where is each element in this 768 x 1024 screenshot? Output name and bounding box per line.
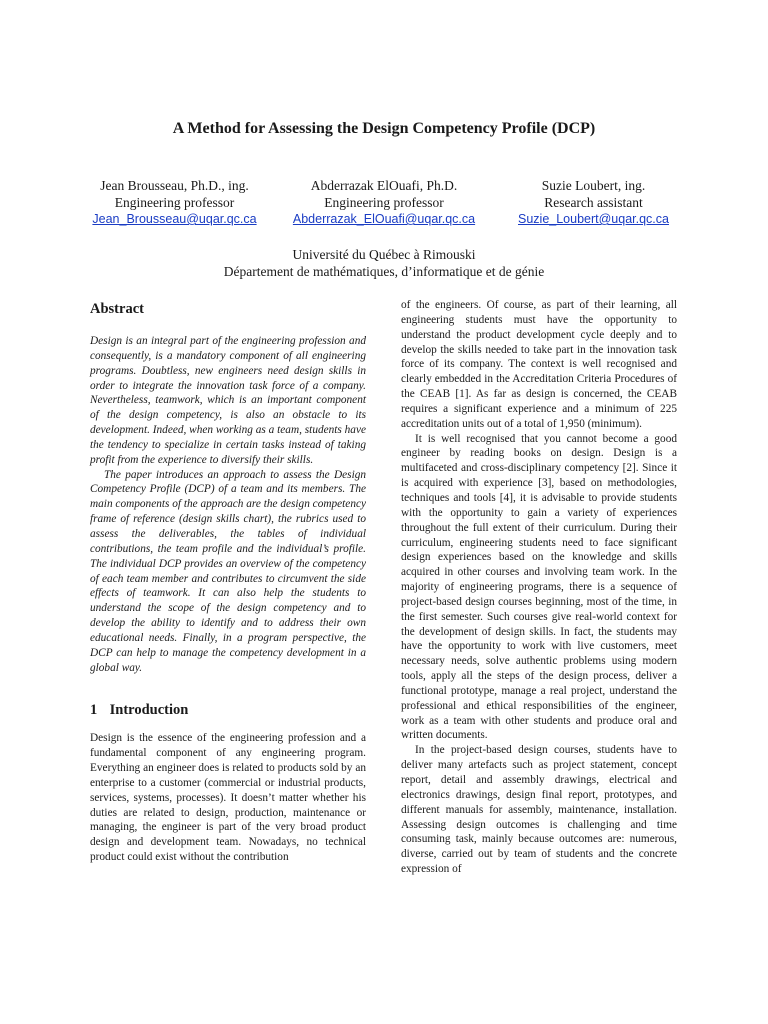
author-role: Research assistant <box>544 195 643 210</box>
author-name: Abderrazak ElOuafi, Ph.D. <box>310 178 458 193</box>
author-name: Jean Brousseau, Ph.D., ing. <box>100 178 249 193</box>
intro-paragraph-1-continued: of the engineers. Of course, as part of their learning, all engineering students must have the opportunity to understand the product development cycle deeply and to develop the skills needed to take part in the innovation task force of its company. The context is well recognised and clearly embedded in the Accreditation Criteria Procedures of the CEAB [1]. As far as design is concerned, the CEAB requires a significant experience and a minimum of 225 accreditation units out of a total of 1,950 (minimum). <box>401 299 677 430</box>
intro-paragraph-2: It is well recognised that you cannot become a good engineer by reading books on design. Design is a multifaceted and cross-disciplinary competency [2]. Since it is acquired with experience [3], based on methodologies, techniques and tools [4], it is advisable to provide students with the opportunity to gain a variety of experiences throughout the full extent of their curriculum. During their curriculum, engineering students need to face significant design experiences based on the knowledge and skills acquired in other courses and involving team work. In the majority of engineering programs, there is a sequence of project-based design courses beginning, most of the time, in the first semester. Such courses give real-world context for the development of design skills. In fact, the students may have the opportunity to work with live customers, meet necessary needs, solve authentic problems using modern tools, apply all the steps of the design process, deliver a functional prototype, manage a real project, understand the professional and ethical responsibilities of the engineer, work as a team with other students and produce oral and written documents. <box>401 432 677 742</box>
paper-title: A Method for Assessing the Design Competency Profile (DCP) <box>172 120 596 137</box>
author-1 <box>70 177 279 228</box>
author-email-link[interactable]: Abderrazak_ElOuafi@uqar.qc.ca <box>292 212 476 226</box>
author-email-link[interactable]: Jean_Brousseau@uqar.qc.ca <box>92 212 257 226</box>
author-2 <box>280 177 489 228</box>
section-number: 1 <box>90 702 98 719</box>
author-name: Suzie Loubert, ing. <box>541 178 646 193</box>
section-title: Introduction <box>109 702 189 719</box>
intro-paragraph-3: In the project-based design courses, students have to deliver many artefacts such as project statement, concept report, detail and assembly drawings, electrical and electronics drawings, design final report, prototypes, and different manuals for assembly, maintenance, installation. Assessing design outcomes is challenging and time consuming task, mainly because outcomes are: numerous, diverse, carried out by team of students and the concrete expression of <box>401 744 677 876</box>
author-3 <box>489 177 698 228</box>
author-email-link[interactable]: Suzie_Loubert@uqar.qc.ca <box>518 212 669 226</box>
author-role: Engineering professor <box>324 195 444 210</box>
abstract-heading: Abstract <box>90 301 144 317</box>
abstract-paragraph-2: The paper introduces an approach to assess the Design Competency Profile (DCP) of a team and its members. The main components of the approach are the design competency frame of reference (design skills chart), the rubrics used to assess the deliverables, the tables of individual contributions, the team profile and the individual’s profile. The individual DCP provides an overview of the competency of each team member and contributes to circumvent the side effects of teamwork. It can also help the students to understand the scope of the design competency and to develop the ability to identify and to address their own educational needs. Finally, in a program perspective, the DCP can help to manage the competency development in a global way. <box>90 468 366 674</box>
affiliation <box>0 246 768 280</box>
author-block <box>70 177 698 228</box>
intro-paragraph-1: Design is the essence of the engineering profession and a fundamental component of any engineering program. Everything an engineer does is related to products sold by an enterprise to a customer (commercial or industrial products, services, systems, processes). It doesn’t matter whether his duties are related to design, production, maintenance or managing, the engineer is part of the very broad product design and development team. Nowadays, no technical product could exist without the contribution <box>90 732 366 864</box>
section-heading-introduction <box>90 701 366 719</box>
left-column <box>90 300 366 865</box>
abstract-paragraph-1: Design is an integral part of the engineering profession and consequently, is a mandatory component of all engineering programs. Doubtless, new engineers need design skills in order to integrate the innovation task force of a company. Nevertheless, teamwork, which is an important component of the design competency, is also an obstacle to its development. Indeed, when working as a team, students have the tendency to specialize in certain tasks instead of taking profit from the experience to diversify their skills. <box>90 335 366 466</box>
department-name: Département de mathématiques, d’informatique et de génie <box>223 264 545 279</box>
author-role: Engineering professor <box>114 195 235 210</box>
right-column <box>401 298 677 877</box>
university-name: Université du Québec à Rimouski <box>292 247 476 262</box>
